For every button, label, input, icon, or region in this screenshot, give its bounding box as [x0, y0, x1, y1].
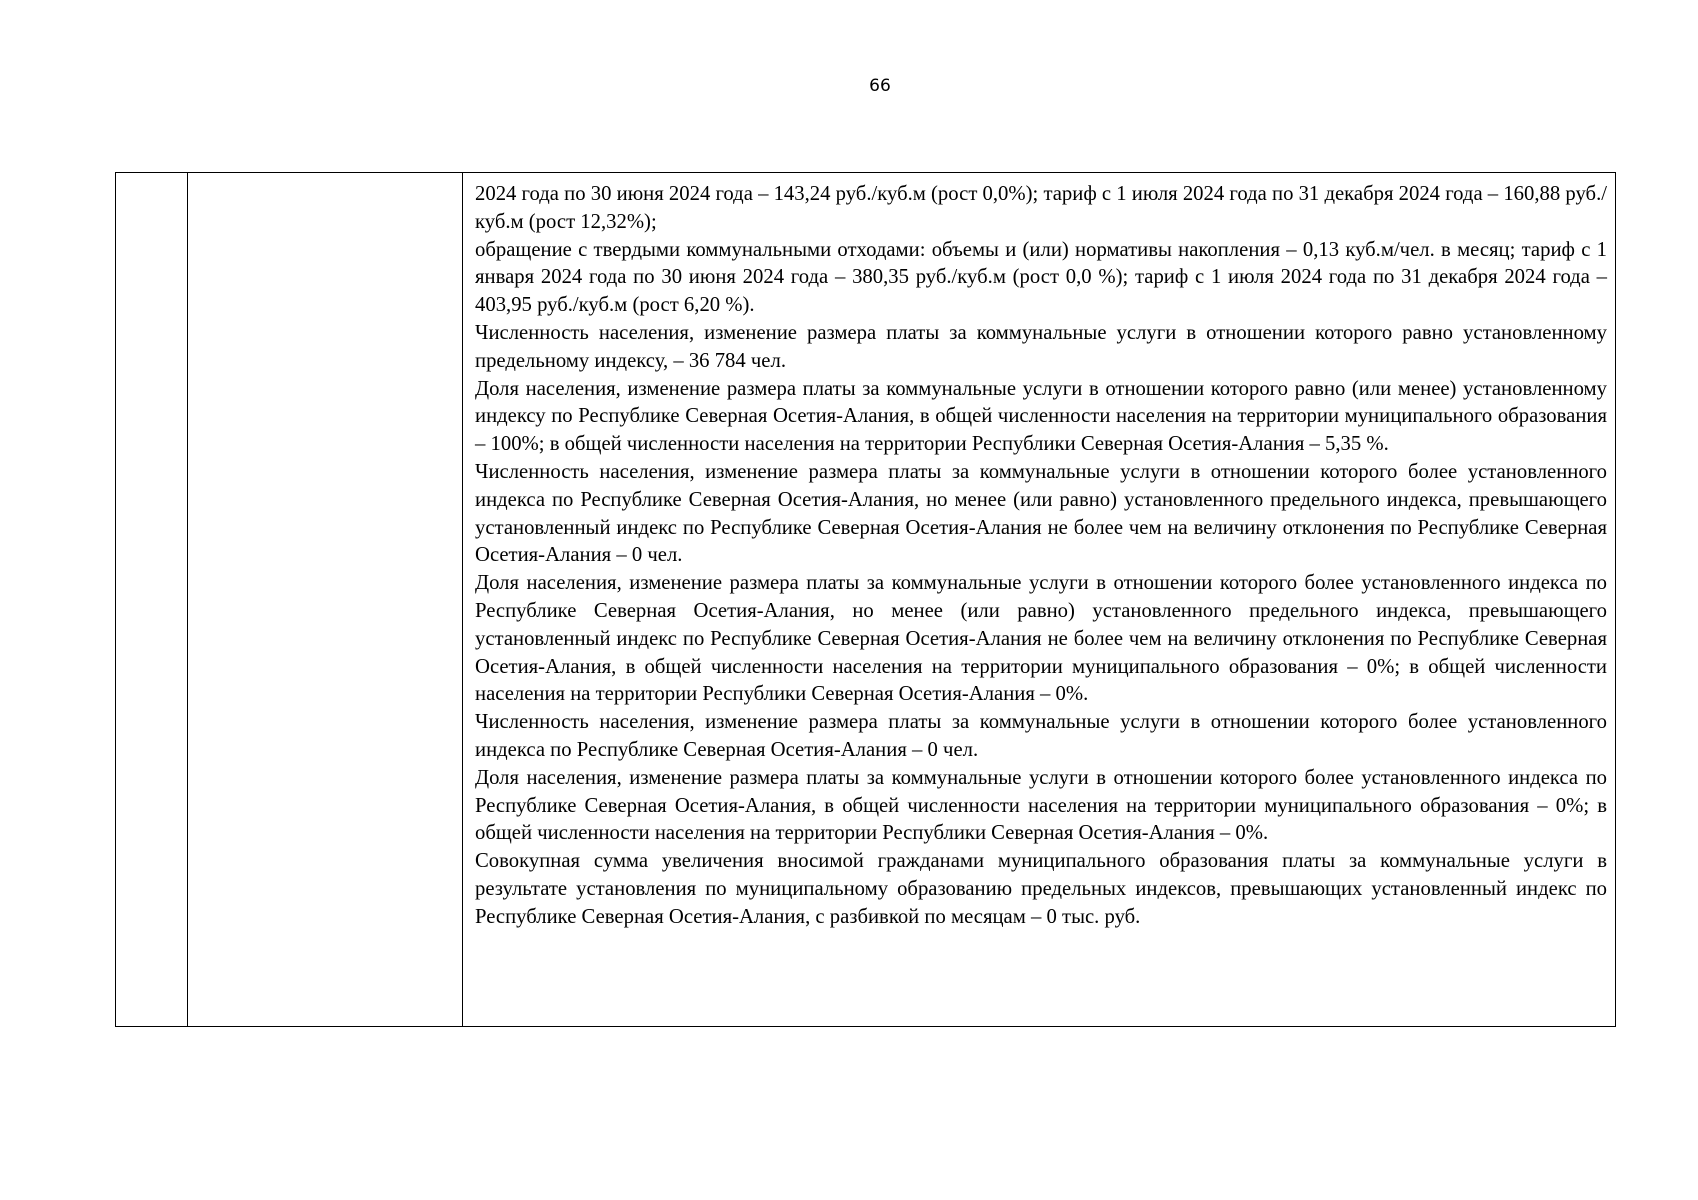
indicator-name-cell — [188, 173, 463, 1027]
page-number: 66 — [869, 76, 891, 96]
paragraph-total-increase: Совокупная сумма увеличения вносимой гражданами муниципального образования платы за коммунальные услуги в результате установления по муниципальному образованию предельных индексов, превышающих установленный индекс по Республике Северная Осетия-Алания, с разбивкой по месяцам – 0 тыс. руб. — [475, 850, 1607, 928]
description-cell — [463, 173, 1616, 1027]
paragraph-population-above-index: Численность населения, изменение размера платы за коммунальные услуги в отношении которого более установленного индекса по Республике Северная Осетия-Алания – 0 чел. — [475, 711, 1607, 761]
row-number-cell — [116, 173, 188, 1027]
table-row — [116, 173, 1616, 1027]
paragraph-share-above-index: Доля населения, изменение размера платы за коммунальные услуги в отношении которого более установленного индекса по Республике Северная Осетия-Алания, в общей численности населения на территории муниципального образования – 0%; в общей численности населения на территории Республики Северная Осетия-Алания – 0%. — [475, 766, 1607, 845]
paragraph-tariff-continuation: 2024 года по 30 июня 2024 года – 143,24 руб./куб.м (рост 0,0%); тариф с 1 июля 2024 года по 31 декабря 2024 года – 160,88 руб./куб.м (рост 12,32%); — [475, 183, 1607, 233]
paragraph-share-equal-or-less: Доля населения, изменение размера платы за коммунальные услуги в отношении которого равно (или менее) установленному индексу по Республике Северная Осетия-Алания, в общей численности населения на территории муниципального образования – 100%; в общей численности населения на территории Республики Северная Осетия-Алания – 5,35 %. — [475, 377, 1607, 456]
paragraph-share-above-index-within-deviation: Доля населения, изменение размера платы за коммунальные услуги в отношении которого более установленного индекса по Республике Северная Осетия-Алания, но менее (или равно) установленного предельного индекса, превышающего установленный индекс по Республике Северная Осетия-Алания не более чем на величину отклонения по Республике Северная Осетия-Алания, в общей численности населения на территории муниципального образования – 0%; в общей численности населения на территории Республики Северная Осетия-Алания – 0%. — [475, 572, 1607, 706]
paragraph-population-above-index-within-deviation: Численность населения, изменение размера платы за коммунальные услуги в отношении которого более установленного индекса по Республике Северная Осетия-Алания, но менее (или равно) установленного предельного индекса, превышающего установленный индекс по Республике Северная Осетия-Алания не более чем на величину отклонения по Республике Северная Осетия-Алания – 0 чел. — [475, 460, 1607, 567]
paragraph-solid-waste: обращение с твердыми коммунальными отходами: объемы и (или) нормативы накопления – 0,13 куб.м/чел. в месяц; тариф с 1 января 2024 года по 30 июня 2024 года – 380,35 руб./куб.м (рост 0,0 %); тариф с 1 июля 2024 года по 31 декабря 2024 года – 403,95 руб./куб.м (рост 6,20 %). — [475, 238, 1607, 317]
content-table — [115, 172, 1616, 1027]
paragraph-population-equal-limit: Численность населения, изменение размера платы за коммунальные услуги в отношении которого равно установленному предельному индексу, – 36 784 чел. — [475, 321, 1607, 372]
